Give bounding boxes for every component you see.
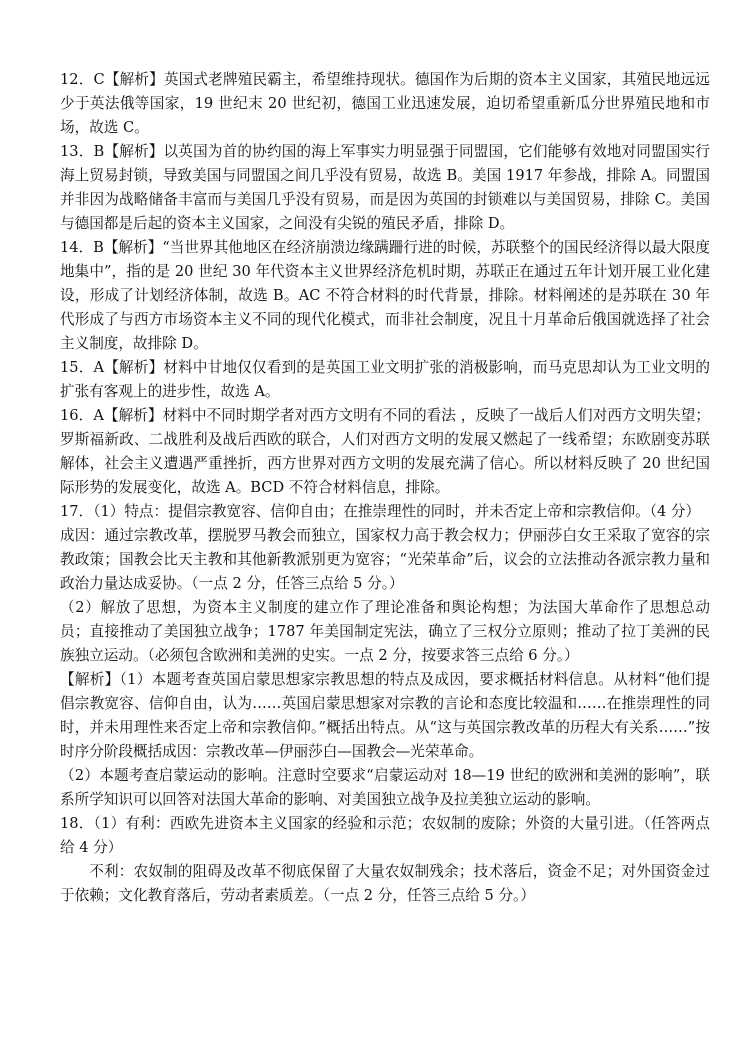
answer-18-part1-favorable: 18．（1）有利：西欧先进资本主义国家的经验和示范；农奴制的废除；外资的大量引进。（任答两点给 4 分） [60,815,710,856]
answer-16: 16．A【解析】材料中不同时期学者对西方文明有不同的看法 ，反映了一战后人们对西方文明失望；罗斯福新政、二战胜利及战后西欧的联合，人们对西方文明的发展又燃起了一线希望；东欧剧变苏联解体，社会主义遭遇严重挫折，西方世界对西方文明的发展充满了信心。所以材料反映了 20 世纪国际形势的发展变化，故选 A。BCD 不符合材料信息，排除。 [60,407,710,496]
answer-18-part1-unfavorable: 不利：农奴制的阻碍及改革不彻底保留了大量农奴制残余；技术落后，资金不足；对外国资金过于依赖；文化教育落后，劳动者素质差。（一点 2 分，任答三点给 5 分。） [60,863,710,904]
analysis-17-part1: 【解析】（1）本题考查英国启蒙思想家宗教思想的特点及成因，要求概括材料信息。从材料“他们提倡宗教宽容、信仰自由，认为……英国启蒙思想家对宗教的言论和态度比较温和……在推崇理性的同时，并未用理性来否定上帝和宗教信仰。”概括出特点。从“这与英国宗教改革的历程大有关系……”按时序分阶段概括成因：宗教改革—伊丽莎白—国教会—光荣革命。 [60,671,710,760]
answer-12: 12．C【解析】英国式老牌殖民霸主，希望维持现状。德国作为后期的资本主义国家，其殖民地远远少于英法俄等国家，19 世纪末 20 世纪初，德国工业迅速发展，迫切希望重新瓜分世界殖民地和市场，故选 C。 [60,71,710,136]
answer-page [60,68,710,908]
answer-13: 13．B【解析】以英国为首的协约国的海上军事实力明显强于同盟国，它们能够有效地对同盟国实行海上贸易封锁，导致美国与同盟国之间几乎没有贸易，故选 B。美国 1917 年参战，排除 A。同盟国并非因为战略储备丰富而与美国几乎没有贸易，而是因为英国的封锁难以与美国贸易，排除 C。美国与德国都是后起的资本主义国家，之间没有尖锐的殖民矛盾，排除 D。 [60,143,710,232]
answer-17-part1-features: 17．（1）特点：提倡宗教宽容、信仰自由；在推崇理性的同时，并未否定上帝和宗教信仰。（4 分） [60,503,701,520]
analysis-17-part2: （2）本题考查启蒙运动的影响。注意时空要求“启蒙运动对 18—19 世纪的欧洲和美洲的影响”，联系所学知识可以回答对法国大革命的影响、对美国独立战争及拉美独立运动的影响。 [60,767,710,808]
answer-14: 14．B【解析】“当世界其他地区在经济崩溃边缘蹒跚行进的时候，苏联整个的国民经济得以最大限度地集中”，指的是 20 世纪 30 年代资本主义世界经济危机时期，苏联正在通过五年计划开展工业化建设，形成了计划经济体制，故选 B。AC 不符合材料的时代背景，排除。材料阐述的是苏联在 30 年代形成了与西方市场资本主义不同的现代化模式，而非社会制度，况且十月革命后俄国就选择了社会主义制度，故排除 D。 [60,239,710,352]
answer-17-part1-causes: 成因：通过宗教改革，摆脱罗马教会而独立，国家权力高于教会权力；伊丽莎白女王采取了宽容的宗教政策；国教会比天主教和其他新教派别更为宽容；“光荣革命”后，议会的立法推动各派宗教力量和政治力量达成妥协。（一点 2 分，任答三点给 5 分。） [60,527,710,592]
answer-17-part2: （2）解放了思想，为资本主义制度的建立作了理论准备和舆论构想；为法国大革命作了思想总动员；直接推动了美国独立战争；1787 年美国制定宪法，确立了三权分立原则；推动了拉丁美洲的民族独立运动。（必须包含欧洲和美洲的史实。一点 2 分，按要求答三点给 6 分。） [60,599,710,664]
answer-15: 15．A【解析】材料中甘地仅仅看到的是英国工业文明扩张的消极影响，而马克思却认为工业文明的扩张有客观上的进步性，故选 A。 [60,359,710,400]
